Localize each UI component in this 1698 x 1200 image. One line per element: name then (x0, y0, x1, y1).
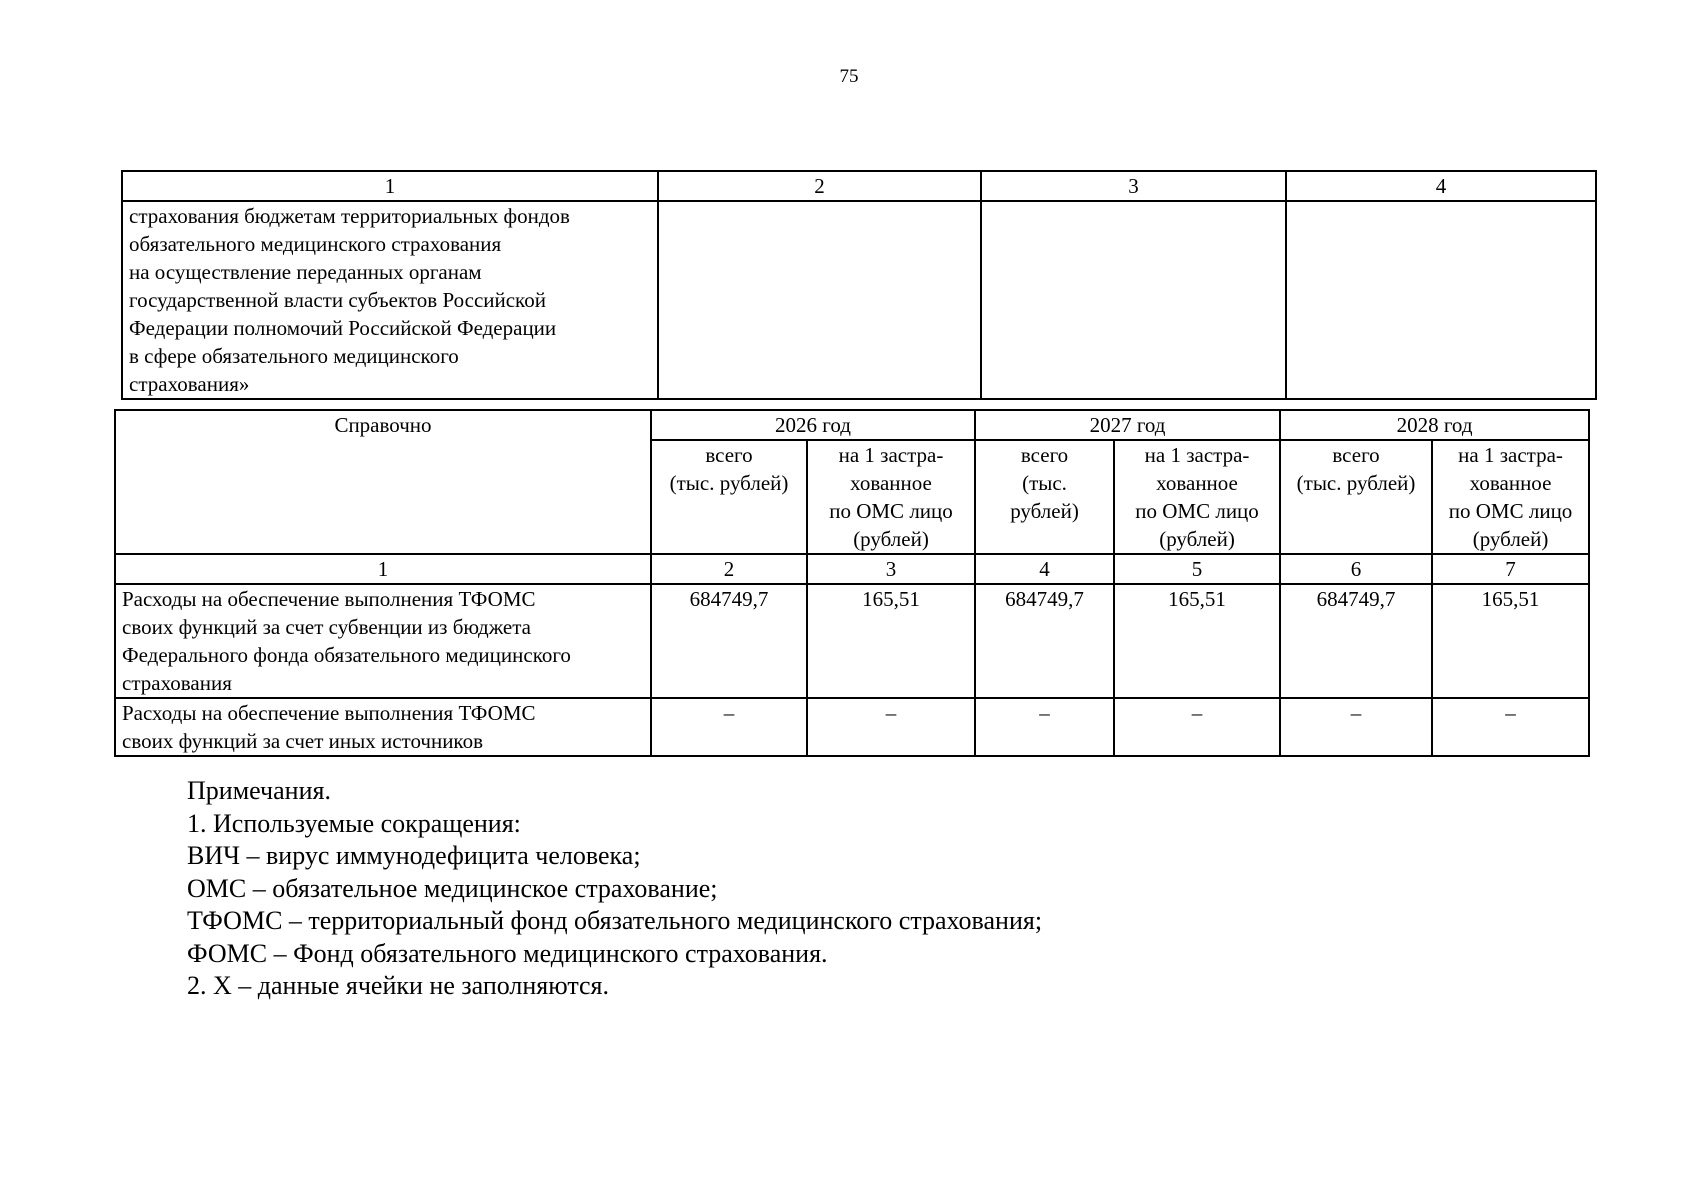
empty-cell (981, 201, 1286, 399)
value-cell: – (975, 698, 1114, 756)
year-header: 2028 год (1280, 410, 1589, 440)
value-cell: – (651, 698, 807, 756)
column-number: 6 (1280, 554, 1432, 584)
table-row (115, 584, 1589, 698)
total-header: всего (тыс. рублей) (975, 440, 1114, 554)
note-line: 2. Х – данные ячейки не заполняются. (187, 971, 610, 1000)
column-number: 1 (122, 171, 658, 201)
notes (187, 775, 1042, 1003)
note-line: ФОМС – Фонд обязательного медицинского страхования. (187, 938, 828, 968)
value-cell: 165,51 (1114, 584, 1280, 698)
column-number: 4 (1286, 171, 1596, 201)
value-cell: – (1280, 698, 1432, 756)
row-label: Расходы на обеспечение выполнения ТФОМС своих функций за счет иных источников (115, 698, 651, 756)
value-cell: 165,51 (807, 584, 975, 698)
note-line: 1. Используемые сокращения: (187, 808, 521, 838)
value-cell: 684749,7 (651, 584, 807, 698)
empty-cell (1286, 201, 1596, 399)
table-row (122, 201, 1596, 399)
column-number: 3 (981, 171, 1286, 201)
value-cell: – (1114, 698, 1280, 756)
year-header-row (115, 410, 1589, 440)
value-cell: 165,51 (1432, 584, 1589, 698)
column-number: 2 (651, 554, 807, 584)
value-cell: 684749,7 (1280, 584, 1432, 698)
value-cell: – (807, 698, 975, 756)
year-header: 2027 год (975, 410, 1280, 440)
column-number-row (115, 554, 1589, 584)
note-line: ВИЧ – вирус иммунодефицита человека; (187, 841, 641, 870)
table-row (115, 698, 1589, 756)
column-number: 7 (1432, 554, 1589, 584)
note-line: ТФОМС – территориальный фонд обязательного медицинского страхования; (187, 906, 1043, 935)
value-cell: – (1432, 698, 1589, 756)
continuation-table (121, 170, 1597, 400)
notes-title: Примечания. (187, 776, 331, 805)
row-label: Расходы на обеспечение выполнения ТФОМС своих функций за счет субвенции из бюджета Федерального фонда обязательного медицинского страхования (115, 584, 651, 698)
page-number: 75 (839, 66, 859, 87)
column-number-row (122, 171, 1596, 201)
column-number: 3 (807, 554, 975, 584)
per-insured-header: на 1 застра- хованное по ОМС лицо (рублей) (1114, 440, 1280, 554)
column-number: 2 (658, 171, 981, 201)
reference-table (114, 409, 1590, 757)
value-cell: 684749,7 (975, 584, 1114, 698)
row-label: страхования бюджетам территориальных фондов обязательного медицинского страхования на осуществление переданных органам государственной власти субъектов Российской Федерации полномочий Российской Федерации в сфере обязательного медицинского страхования» (122, 201, 658, 399)
column-number: 1 (115, 554, 651, 584)
per-insured-header: на 1 застра- хованное по ОМС лицо (рублей) (1432, 440, 1589, 554)
empty-cell (658, 201, 981, 399)
total-header: всего (тыс. рублей) (651, 440, 807, 554)
reference-label: Справочно (115, 410, 651, 554)
note-line: ОМС – обязательное медицинское страхование; (187, 873, 718, 903)
column-number: 5 (1114, 554, 1280, 584)
year-header: 2026 год (651, 410, 975, 440)
column-number: 4 (975, 554, 1114, 584)
per-insured-header: на 1 застра- хованное по ОМС лицо (рублей) (807, 440, 975, 554)
total-header: всего (тыс. рублей) (1280, 440, 1432, 554)
